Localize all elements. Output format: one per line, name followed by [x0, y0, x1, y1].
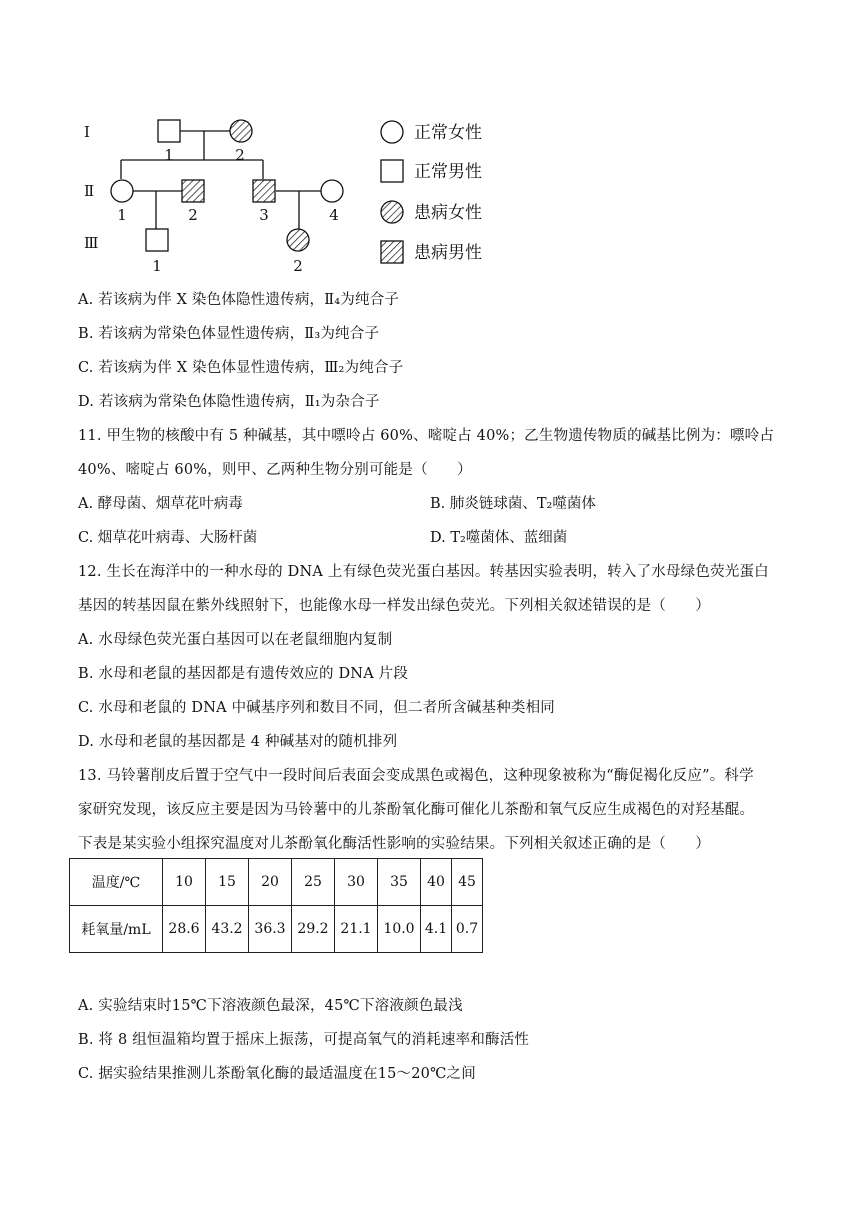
q11-stem-line1: 11. 甲生物的核酸中有 5 种碱基，其中嘌呤占 60%、嘧啶占 40%；乙生物遗传物质的碱基比例为：嘌呤占	[78, 428, 775, 444]
q11-option-d: D. T₂噬菌体、蓝细菌	[430, 530, 568, 546]
q12-stem-line1: 12. 生长在海洋中的一种水母的 DNA 上有绿色荧光蛋白基因。转基因实验表明，转入了水母绿色荧光蛋白	[78, 564, 769, 580]
q12-option-c: C. 水母和老鼠的 DNA 中碱基序列和数目不同，但二者所含碱基种类相同	[78, 700, 555, 716]
individual-III1-normal-male	[146, 229, 168, 251]
q10-option-a: A. 若该病为伴 X 染色体隐性遗传病，Ⅱ₄为纯合子	[78, 292, 400, 308]
q11-option-b: B. 肺炎链球菌、T₂噬菌体	[430, 496, 596, 512]
label-I1: 1	[164, 146, 174, 164]
legend-label-normal-female: 正常女性	[414, 123, 482, 143]
q12-option-a: A. 水母绿色荧光蛋白基因可以在老鼠细胞内复制	[78, 632, 393, 648]
table-cell: 15	[206, 859, 249, 906]
label-I2: 2	[235, 146, 245, 164]
q13-data-table	[69, 858, 483, 953]
q13-option-c: C. 据实验结果推测儿茶酚氧化酶的最适温度在15～20℃之间	[78, 1066, 476, 1082]
q13-stem-line2: 家研究发现，该反应主要是因为马铃薯中的儿茶酚氧化酶可催化儿茶酚和氧气反应生成褐色的对羟基醌。	[78, 802, 755, 818]
table-cell: 45	[452, 859, 483, 906]
table-cell: 10	[163, 859, 206, 906]
table-row-oxygen	[70, 906, 483, 953]
legend-label-affected-female: 患病女性	[414, 203, 482, 223]
q13-stem-line1: 13. 马铃薯削皮后置于空气中一段时间后表面会变成黑色或褐色，这种现象被称为“酶促褐化反应”。科学	[78, 768, 754, 784]
table-cell: 20	[249, 859, 292, 906]
label-II4: 4	[329, 206, 339, 224]
q12-option-d: D. 水母和老鼠的基因都是 4 种碱基对的随机排列	[78, 734, 398, 750]
table-cell: 35	[378, 859, 421, 906]
label-II3: 3	[259, 206, 269, 224]
legend-normal-male-icon	[381, 160, 403, 182]
legend-affected-male-icon	[381, 241, 403, 263]
generation-label-1: Ⅰ	[84, 123, 90, 141]
legend-label-affected-male: 患病男性	[414, 243, 482, 263]
q12-stem-line2: 基因的转基因鼠在紫外线照射下，也能像水母一样发出绿色荧光。下列相关叙述错误的是（ ）	[78, 598, 711, 614]
table-cell: 40	[421, 859, 452, 906]
table-cell: 30	[335, 859, 378, 906]
individual-II3-affected-male	[253, 180, 275, 202]
q11-option-a: A. 酵母菌、烟草花叶病毒	[78, 496, 243, 512]
individual-I2-affected-female	[230, 120, 252, 142]
table-cell: 21.1	[335, 906, 378, 953]
table-cell: 0.7	[452, 906, 483, 953]
q13-option-a: A. 实验结束时15℃下溶液颜色最深，45℃下溶液颜色最浅	[78, 998, 463, 1014]
table-cell: 25	[292, 859, 335, 906]
table-cell: 29.2	[292, 906, 335, 953]
table-header-oxygen: 耗氧量/mL	[70, 906, 163, 953]
label-III2: 2	[293, 257, 303, 275]
table-row-temperature	[70, 859, 483, 906]
table-cell: 28.6	[163, 906, 206, 953]
individual-II4-normal-female	[321, 180, 343, 202]
table-header-temperature: 温度/℃	[70, 859, 163, 906]
q10-option-c: C. 若该病为伴 X 染色体显性遗传病，Ⅲ₂为纯合子	[78, 360, 404, 376]
label-III1: 1	[152, 257, 162, 275]
table-cell: 36.3	[249, 906, 292, 953]
q13-option-b: B. 将 8 组恒温箱均置于摇床上振荡，可提高氧气的消耗速率和酶活性	[78, 1032, 530, 1048]
q10-option-b: B. 若该病为常染色体显性遗传病，Ⅱ₃为纯合子	[78, 326, 380, 342]
q13-stem-line3: 下表是某实验小组探究温度对儿茶酚氧化酶活性影响的实验结果。下列相关叙述正确的是（ ）	[78, 836, 711, 852]
table-cell: 10.0	[378, 906, 421, 953]
table-cell: 4.1	[421, 906, 452, 953]
legend-label-normal-male: 正常男性	[414, 162, 482, 182]
table-cell: 43.2	[206, 906, 249, 953]
legend-normal-female-icon	[381, 121, 403, 143]
q11-stem-line2: 40%、嘧啶占 60%，则甲、乙两种生物分别可能是（ ）	[78, 462, 472, 478]
individual-II1-normal-female	[111, 180, 133, 202]
label-II2: 2	[188, 206, 198, 224]
individual-II2-affected-male	[182, 180, 204, 202]
q10-option-d: D. 若该病为常染色体隐性遗传病，Ⅱ₁为杂合子	[78, 394, 380, 410]
label-II1: 1	[117, 206, 127, 224]
generation-label-3: Ⅲ	[84, 234, 99, 252]
pedigree-diagram	[70, 105, 510, 295]
generation-label-2: Ⅱ	[84, 182, 95, 200]
legend-affected-female-icon	[381, 201, 403, 223]
q12-option-b: B. 水母和老鼠的基因都是有遗传效应的 DNA 片段	[78, 666, 409, 682]
q11-option-c: C. 烟草花叶病毒、大肠杆菌	[78, 530, 258, 546]
individual-I1-normal-male	[158, 120, 180, 142]
individual-III2-affected-female	[287, 229, 309, 251]
